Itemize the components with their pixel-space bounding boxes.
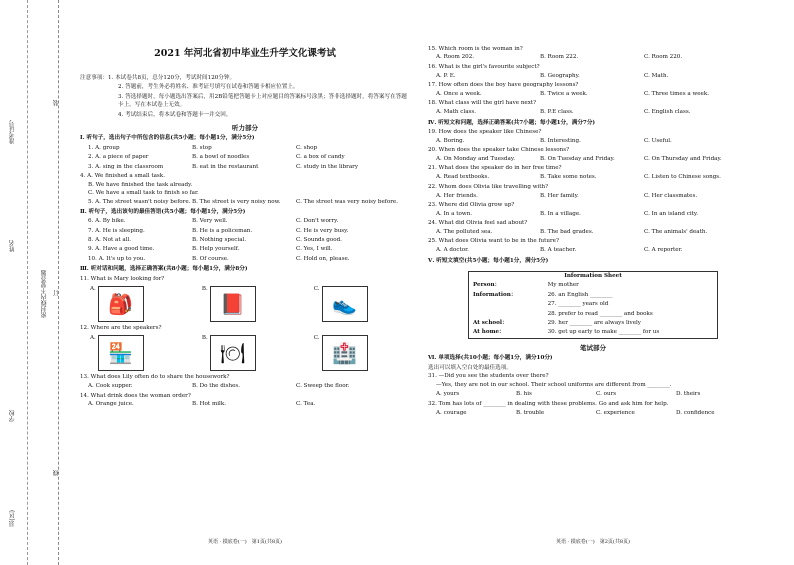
option-b: B. Of course. [192,255,229,262]
picture-icon: 👟 [322,286,368,322]
option-c: C. English class. [644,109,691,116]
part-one-heading: Ⅰ. 听句子，选出句子中所包含的信息(共5小题；每小题1分，满分5分) [80,135,255,142]
answer-options [88,164,410,171]
option-c: C. a box of candy [296,154,345,161]
answer-options [88,218,410,225]
option-c: C. Sounds good. [296,237,342,244]
option-b: B. Twice a week. [540,90,588,97]
picture-icon: 🏥 [322,335,368,371]
seal-char-bottom: 线 [53,470,60,476]
written-heading: 笔试部分 [580,343,606,352]
picture-icon: 🏪 [98,335,144,371]
option-b: B. Room 222. [540,54,579,61]
option-a: A. Room 202. [436,54,475,61]
option-a: A. Her friends. [436,192,478,199]
question-32: 32. Tom has lots of ________ in dealing with these problems. Go and ask him for help. [428,401,669,408]
option-c: C. Listen to Chinese songs. [644,174,721,181]
option-c: C. Three times a week. [644,90,710,97]
info-person-key: Person： [473,282,501,289]
option-a: A. P. E. [436,72,456,79]
answer-options [436,156,758,163]
info-information-key: Information： [473,291,517,298]
q4-option-c: C. We have a small task to finish so far. [88,190,199,197]
picture-icon: 🎒 [98,286,144,322]
option-c: C. He is very busy. [296,227,349,234]
option-b: B. Help yourself. [192,246,240,253]
exam-title: 2021 年河北省初中毕业生升学文化课考试 [154,48,336,59]
blank-26: 26. an English ________ [547,291,613,298]
option-a: A. In a town. [436,210,473,217]
q32-options: A. courage B. trouble C. experience D. confidence [436,409,715,416]
answer-options [88,154,410,161]
option-b: B. Take some notes. [540,174,597,181]
question: 22. Whom does Olivia like travelling with? [428,183,549,190]
school-label: 学校 [9,410,16,422]
option-c: C. Her classmates. [644,192,698,199]
answer-options [88,228,410,235]
question-14: 14. What drink does the woman order? [80,392,191,399]
info-sheet-title: Information Sheet [564,273,622,279]
option-b: B. On Tuesday and Friday. [540,156,615,162]
no-answer-warning: 密封线内不要答题 [41,270,48,318]
information-sheet [468,271,718,339]
answer-options [436,211,758,218]
picture-option: C. 🏥 [314,335,368,371]
option-c: C. Useful. [644,137,672,144]
question-5: 5. A. The street wasn't noisy before. B. The street is very noisy now. C. The street was very noisy before. [88,198,399,205]
option-b: B. Nothing special. [192,237,247,244]
option-b: B. P.E class. [540,109,574,116]
option-c: C. A reporter. [644,247,683,254]
part-six-heading: Ⅵ. 单项选择(共10小题；每小题1分，满分10分) [428,355,553,362]
q31-options: A. yours B. his C. ours D. theirs [436,391,701,398]
picture-option: B. 🍽 [202,335,256,371]
answer-options [436,73,758,80]
question: 21. What does the speaker do in her free time? [428,165,562,172]
question-31: 31. —Did you see the students over there? [428,373,549,380]
q13-options: A. Cook supper. B. Do the dishes. C. Sweep the floor. [88,383,350,390]
question: 20. When does the speaker take Chinese lessons? [428,147,570,154]
option-c: C. Don't worry. [296,218,339,225]
answer-options [436,229,758,236]
answer-options [436,174,758,181]
exam-notes [80,75,410,119]
county-label: 县(区) [9,510,16,527]
answer-options [436,109,758,116]
option-a: A. Read textbooks. [436,174,490,181]
page-one-footer: 英语 · 摸底卷(一) 第1页(共8页) [208,539,282,545]
info-school-key: At school： [473,319,508,326]
blank-30: 30. get up early to make ________ for us [547,329,660,336]
answer-options [88,256,410,263]
answer-options [88,145,410,152]
name-label: 姓名 [9,240,16,252]
option-a: A. The polluted sea. [436,229,493,235]
question: 18. What class will the girl have next? [428,100,537,107]
seal-line [27,0,28,565]
part-two-heading: Ⅱ. 听句子，选出该句的最佳答语(共5小题；每小题1分，满分5分) [80,208,246,215]
question: 17. How often does the boy have geography lessons? [428,82,579,88]
option-c: C. Yes, I will. [296,246,333,253]
picture-icon: 📕 [210,286,256,322]
question: 24. What did Olivia feel sad about? [428,220,528,227]
blank-28: 28. prefer to read ________ and books [547,310,653,317]
option-a: 2. A. a piece of paper [88,154,149,161]
part-four-heading: Ⅳ. 听短文和问题，选择正确答案(共7小题；每小题1分，满分7分) [428,119,596,126]
option-b: B. stop [192,144,212,151]
q14-options: A. Orange juice. B. Hot milk. C. Tea. [88,401,316,408]
option-c: C. shop [296,144,318,151]
option-b: B. A teacher. [540,247,577,254]
question: 15. Which room is the woman in? [428,45,523,52]
seal-char-mid: 订 [53,290,60,296]
option-c: C. In an island city. [644,210,699,217]
question: 16. What is the girl's favourite subject? [428,63,540,70]
option-a: 9. A. Have a good time. [88,246,155,253]
question-13: 13. What does Lily often do to share the housework? [80,374,230,381]
option-c: C. The animals' death. [644,229,708,235]
blank-29: 29. her ________ are always lively [547,319,641,326]
page-two-footer: 英语 · 摸底卷(一) 第2页(共8页) [556,539,630,545]
listening-heading: 听力部分 [232,123,258,132]
option-a: A. Once a week. [436,90,482,97]
option-a: 6. A. By bike. [88,218,126,225]
question-4: 4. A. We finished a small task. [80,172,165,179]
option-b: B. eat in the restaurant [192,163,259,170]
option-b: B. Her family. [540,192,579,199]
question-11: 11. What is Mary looking for? [80,275,165,282]
option-a: 1. A. group [88,144,120,151]
page-one [80,18,410,545]
option-c: C. study in the library [296,163,358,170]
page-two [428,44,758,545]
seal-char-top: 装 [53,100,60,106]
option-a: A. A doctor. [436,247,469,254]
part-five-heading: Ⅴ. 听短文填空(共5小题；每小题1分，满分5分) [428,257,549,264]
q4-option-b: B. We have finished the task already. [88,181,193,188]
picture-option: B. 📕 [202,286,256,322]
question: 23. Where did Olivia grow up? [428,201,515,208]
info-person-value: My mother [547,282,579,289]
question-12: 12. Where are the speakers? [80,324,162,331]
option-b: B. In a village. [540,210,581,217]
option-a: 3. A. sing in the classroom [88,163,164,170]
option-c: C. Math. [644,72,669,79]
picture-icon: 🍽 [210,335,256,371]
question-31-reply: —Yes, they are not in our school. Their school uniforms are different from ________. [436,382,672,389]
answer-options [88,237,410,244]
option-c: C. Room 220. [644,54,683,61]
picture-option: C. 👟 [314,286,368,322]
option-a: 10. A. It's up to you. [88,255,146,262]
part-six-instruction: 选出可以填入空白处的最佳选项。 [428,364,512,371]
option-a: 8. A. Not at all. [88,237,132,244]
picture-option: A. 🏪 [90,335,144,371]
option-b: B. Interesting. [540,137,581,144]
answer-options [436,193,758,200]
exam-number-label: 准考证号 [9,120,16,144]
option-b: B. The bad grades. [540,229,594,235]
answer-options [436,138,758,145]
note-item: 注意事项：1. 本试卷共8页，总分120分，考试时间120分钟。 [80,74,236,81]
binding-margin [0,0,59,565]
blank-27: 27. ________ years old [547,301,609,308]
option-b: B. He is a policeman. [192,227,253,234]
note-item: 2. 答题前，考生务必将姓名、准考证号填写在试卷和答题卡相应位置上。 [118,84,299,91]
note-item: 3. 答选择题时，每小题选出答案后，用2B铅笔把答题卡上对应题目的答案标号涂黑；答非选择题时，将答案写在答题卡上。写在本试卷上无效。 [118,94,407,108]
note-item: 4. 考试结束后，将本试卷和答题卡一并交回。 [118,111,232,118]
option-a: A. Math class. [436,109,477,116]
option-c: C. Hold on, please. [296,255,350,262]
option-c: C. On Thursday and Friday. [644,156,722,162]
option-b: B. Very well. [192,218,228,225]
info-home-key: At home： [473,329,505,336]
option-a: 7. A. He is sleeping. [88,227,145,234]
question: 19. How does the speaker like Chinese? [428,128,542,135]
picture-option: A. 🎒 [90,286,144,322]
answer-options [436,54,758,61]
answer-options [436,91,758,98]
option-a: A. Boring. [436,137,465,144]
part-three-heading: Ⅲ. 听对话和问题，选择正确答案(共8小题；每小题1分，满分8分) [80,266,248,273]
option-a: A. On Monday and Tuesday. [436,156,516,162]
option-b: B. a bowl of noodles [192,154,250,161]
question: 25. What does Olivia want to be in the future? [428,238,559,245]
option-b: B. Geography. [540,72,580,79]
answer-options [436,247,758,254]
answer-options [88,246,410,253]
